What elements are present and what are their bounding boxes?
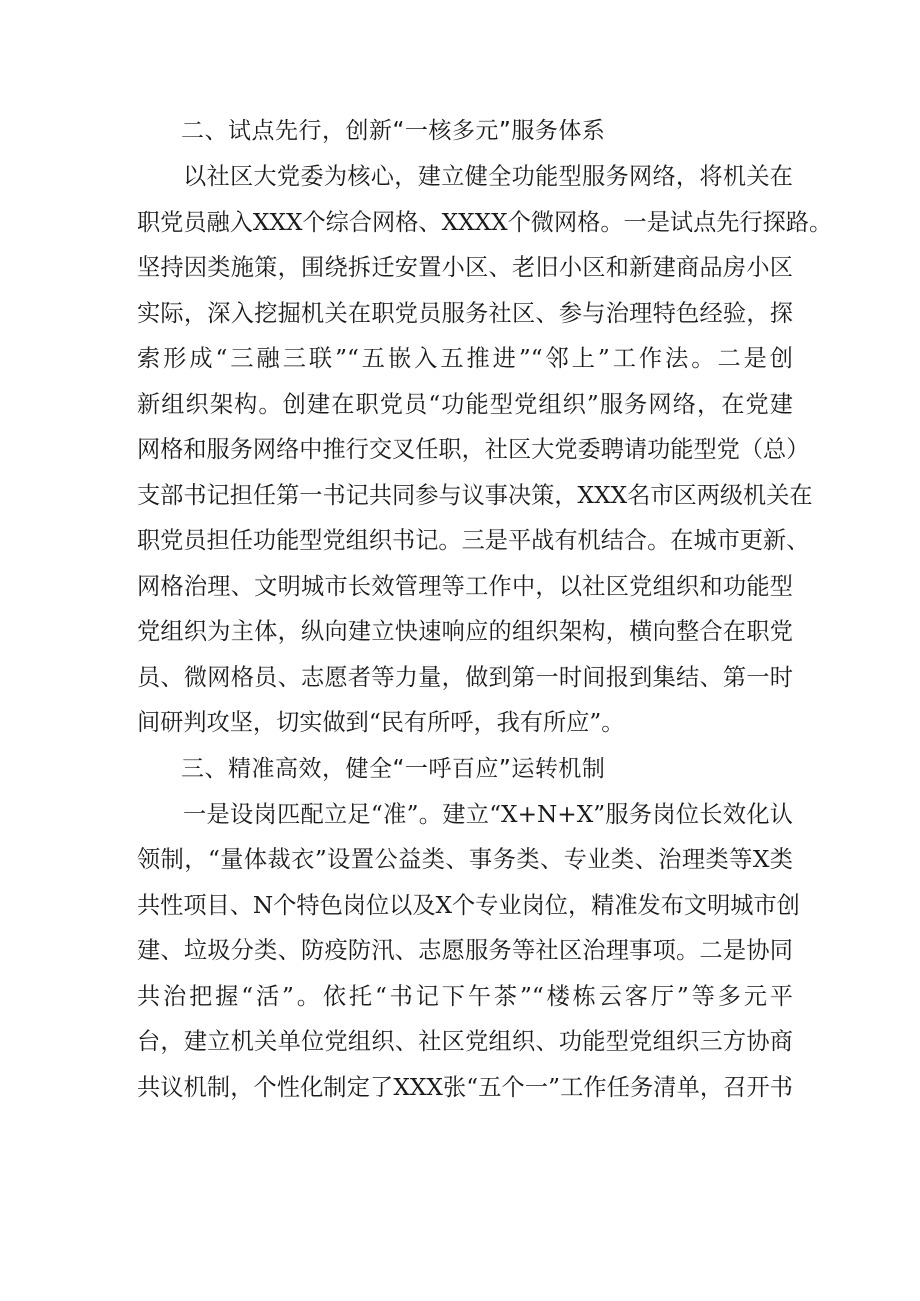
section-3 [137, 746, 800, 1111]
paragraph-line: 党组织为主体，纵向建立快速响应的组织架构，横向整合在职党 [137, 618, 793, 645]
paragraph-line: 共治把握“活”。依托“书记下午茶”“楼栋云客厅”等多元平 [137, 982, 793, 1010]
paragraph-line: 职党员融入XXX个综合网格、XXXX个微网格。一是试点先行探路。 [137, 208, 833, 236]
paragraph-line: 建、垃圾分类、防疫防汛、志愿服务等社区治理事项。二是协同 [137, 937, 793, 964]
paragraph-line: 网格和服务网络中推行交叉任职，社区大党委聘请功能型党（总） [137, 436, 810, 463]
document-body [137, 108, 833, 1110]
paragraph-line: 共议机制，个性化制定了XXX张“五个一”工作任务清单，召开书 [137, 1073, 793, 1101]
paragraph-line: 新组织架构。创建在职党员“功能型党组织”服务网络，在党建 [137, 390, 793, 418]
paragraph-line: 间研判攻坚，切实做到“民有所呼，我有所应”。 [137, 709, 625, 736]
paragraph-line: 职党员担任功能型党组织书记。三是平战有机结合。在城市更新、 [137, 527, 810, 554]
paragraph-line: 以社区大党委为核心，建立健全功能型服务网络，将机关在 [183, 163, 793, 190]
section-heading: 三、精准高效，健全“一呼百应”运转机制 [181, 755, 606, 782]
paragraph-line: 索形成“三融三联”“五嵌入五推进”“邻上”工作法。二是创 [137, 345, 793, 372]
paragraph-line: 支部书记担任第一书记共同参与议事决策，XXX名市区两级机关在 [137, 481, 813, 509]
paragraph-line: 坚持因类施策，围绕拆迁安置小区、老旧小区和新建商品房小区 [137, 254, 793, 281]
section-2 [137, 108, 833, 746]
paragraph-line: 员、微网格员、志愿者等力量，做到第一时间报到集结、第一时 [137, 663, 793, 691]
paragraph-line: 领制，“量体裁衣”设置公益类、事务类、专业类、治理类等X类 [137, 846, 793, 873]
paragraph-line: 实际，深入挖掘机关在职党员服务社区、参与治理特色经验，探 [137, 299, 793, 327]
paragraph-line: 一是设岗匹配立足“准”。建立“X+N+X”服务岗位长效化认 [183, 800, 793, 828]
paragraph-line: 网格治理、文明城市长效管理等工作中，以社区党组织和功能型 [137, 572, 793, 600]
paragraph-line: 共性项目、N个特色岗位以及X个专业岗位，精准发布文明城市创 [137, 891, 800, 919]
section-heading: 二、试点先行，创新“一核多元”服务体系 [181, 118, 606, 144]
paragraph-line: 台，建立机关单位党组织、社区党组织、功能型党组织三方协商 [137, 1028, 793, 1055]
